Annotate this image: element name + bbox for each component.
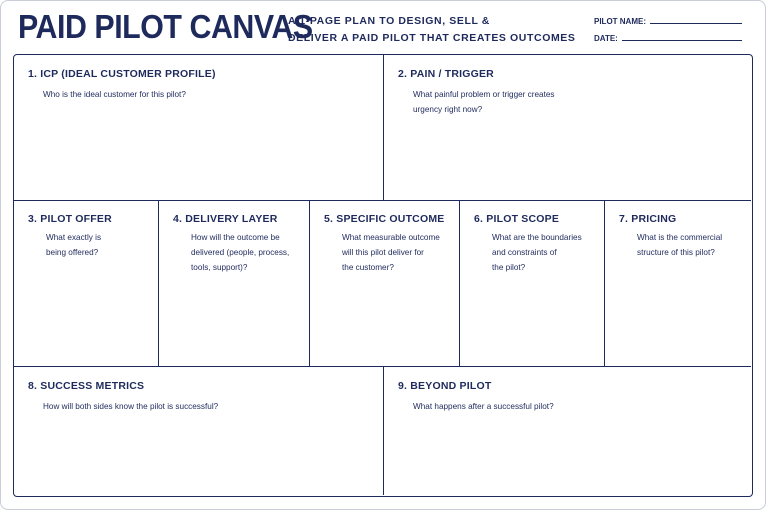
section-prompt: What are the boundaries and constraints of the pilot?: [492, 233, 582, 272]
section-pricing[interactable]: [605, 201, 751, 367]
subtitle-line-2: DELIVER A PAID PILOT THAT CREATES OUTCOMES: [288, 32, 576, 44]
section-prompt: What is the commercial structure of this pilot?: [637, 233, 723, 257]
section-specific-outcome[interactable]: [310, 201, 460, 367]
page-title: PAID PILOT CANVAS: [18, 8, 313, 45]
section-heading: 1. ICP (IDEAL CUSTOMER PROFILE): [28, 68, 216, 80]
section-prompt: What measurable outcome will this pilot deliver for the customer?: [342, 233, 440, 272]
section-heading: 5. SPECIFIC OUTCOME: [324, 213, 445, 225]
pilot-name-line[interactable]: [650, 15, 742, 24]
section-heading: 8. SUCCESS METRICS: [28, 380, 145, 392]
subtitle-line-1: A 1-PAGE PLAN TO DESIGN, SELL &: [288, 15, 490, 27]
canvas-grid: [13, 54, 753, 497]
section-heading: 4. DELIVERY LAYER: [173, 213, 278, 225]
section-pilot-offer[interactable]: [14, 201, 159, 367]
section-prompt: What happens after a successful pilot?: [413, 402, 554, 411]
section-prompt: What exactly is being offered?: [46, 233, 102, 257]
section-pain-trigger[interactable]: [384, 55, 751, 201]
date-label: DATE:: [594, 34, 618, 43]
section-heading: 2. PAIN / TRIGGER: [398, 68, 494, 80]
date-line[interactable]: [622, 32, 742, 41]
pilot-name-field[interactable]: [594, 15, 742, 26]
section-prompt: How will both sides know the pilot is successful?: [43, 402, 219, 411]
pilot-name-label: PILOT NAME:: [594, 17, 646, 26]
section-prompt: What painful problem or trigger creates urgency right now?: [413, 90, 555, 114]
section-beyond-pilot[interactable]: [384, 367, 751, 495]
section-icp[interactable]: [14, 55, 384, 201]
section-heading: 9. BEYOND PILOT: [398, 380, 492, 392]
section-delivery-layer[interactable]: [159, 201, 310, 367]
section-success-metrics[interactable]: [14, 367, 384, 495]
page-subtitle: [288, 13, 576, 47]
section-heading: 7. PRICING: [619, 213, 677, 225]
section-heading: 6. PILOT SCOPE: [474, 213, 560, 225]
section-heading: 3. PILOT OFFER: [28, 213, 112, 225]
section-prompt: How will the outcome be delivered (people, process, tools, support)?: [191, 233, 290, 272]
date-field[interactable]: [594, 32, 742, 43]
section-prompt: Who is the ideal customer for this pilot?: [43, 90, 186, 99]
section-pilot-scope[interactable]: [460, 201, 605, 367]
